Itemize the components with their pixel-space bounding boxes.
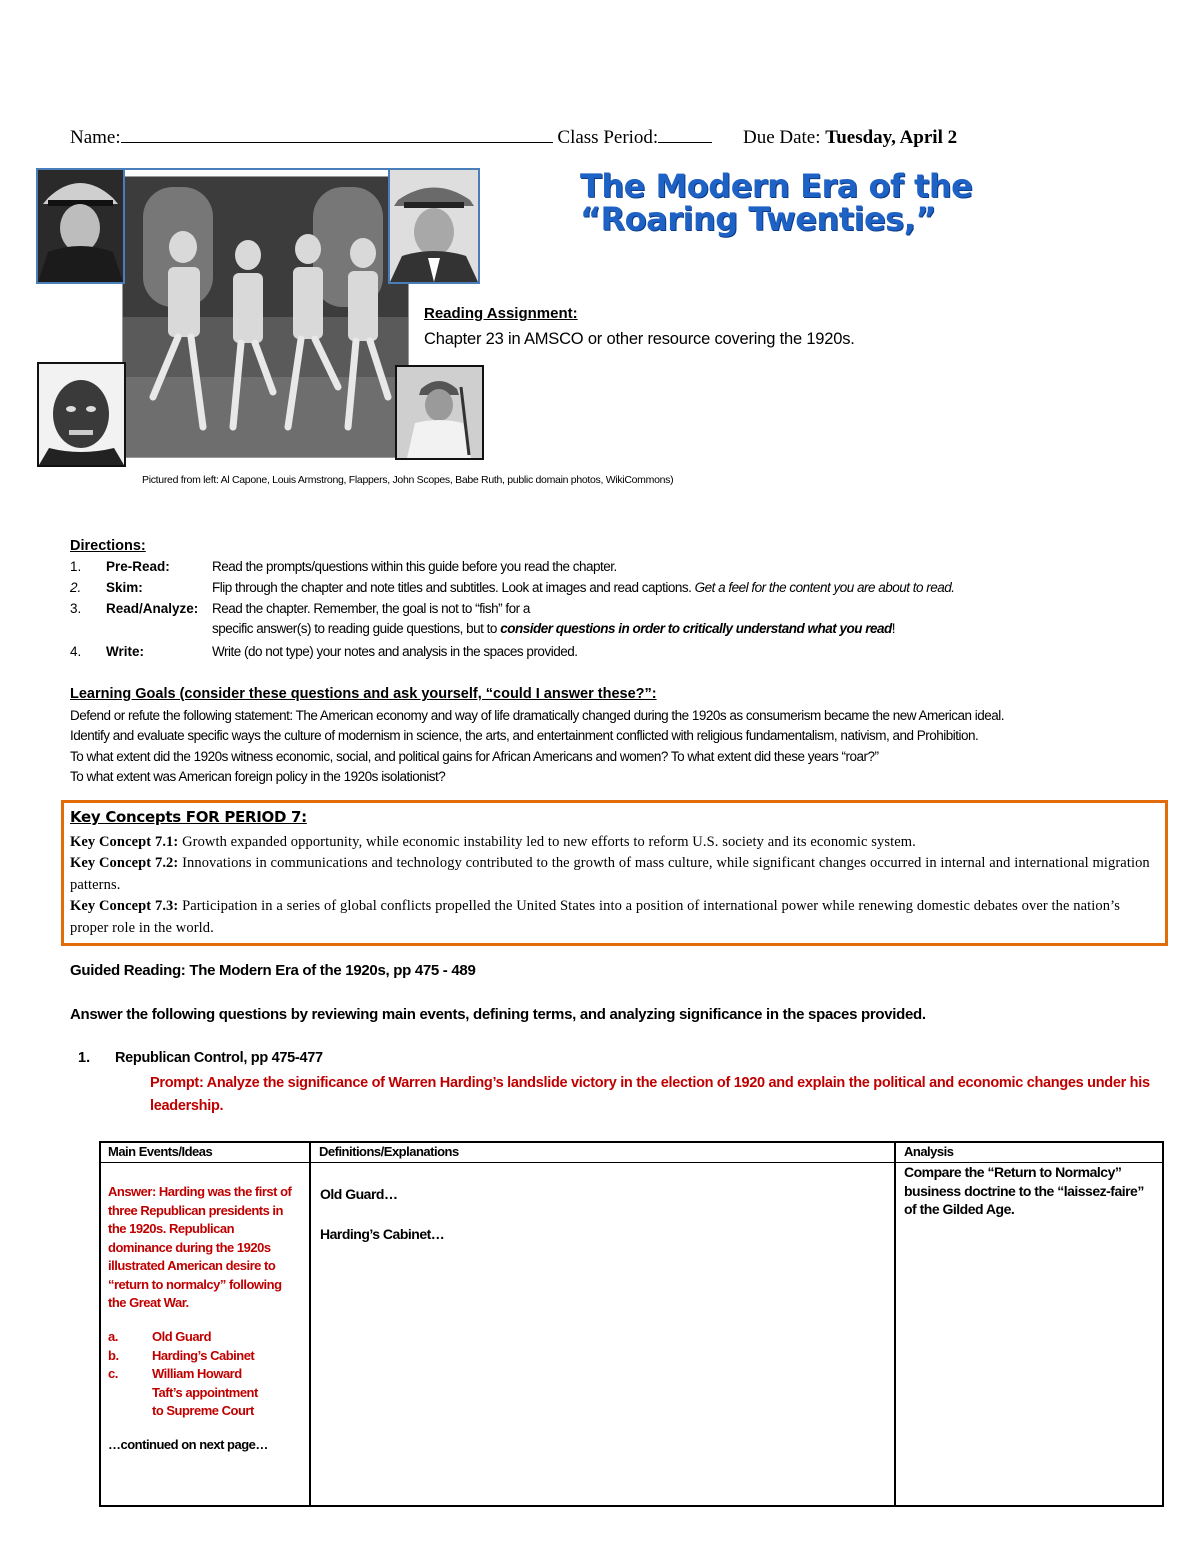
collage-frame bbox=[122, 168, 390, 170]
continued-note: …continued on next page… bbox=[108, 1437, 268, 1452]
notes-table bbox=[99, 1141, 1164, 1507]
direction-end: ! bbox=[891, 621, 896, 636]
john-scopes-photo bbox=[388, 168, 480, 284]
list-item: b. Harding’s Cabinet bbox=[108, 1347, 255, 1363]
definition-item[interactable]: Old Guard… bbox=[320, 1186, 398, 1202]
instructions: Answer the following questions by reviewing main events, defining terms, and analyzing significance in the spaces provided. bbox=[70, 1006, 926, 1023]
key-concept bbox=[70, 895, 1150, 939]
key-concept-label: Key Concept 7.2: bbox=[70, 855, 179, 871]
key-concept-text: Participation in a series of global conflicts propelled the United States into a position of international power while renewing domestic debates over the nation’s proper role in the world. bbox=[70, 898, 1120, 936]
al-capone-photo bbox=[36, 168, 125, 284]
table-divider bbox=[309, 1143, 311, 1505]
key-concept bbox=[70, 852, 1150, 896]
direction-label: Pre-Read: bbox=[106, 559, 170, 574]
table-divider bbox=[894, 1143, 896, 1505]
direction-text-main: Flip through the chapter and note titles and subtitles. Look at images and read captions. bbox=[212, 580, 692, 595]
direction-text: Read the chapter. Remember, the goal is not to “fish” for a bbox=[212, 601, 530, 616]
list-item: a. Old Guard bbox=[108, 1329, 212, 1344]
key-concept-label: Key Concept 7.3: bbox=[70, 898, 179, 914]
section-number: 1. bbox=[78, 1050, 91, 1066]
analysis-prompt: Compare the “Return to Normalcy” business doctrine to the “laissez-faire” of the Gilded Age. bbox=[904, 1164, 1144, 1217]
direction-text bbox=[212, 580, 955, 595]
name-blank[interactable] bbox=[121, 126, 553, 143]
page-title bbox=[580, 167, 1140, 238]
direction-label: Skim: bbox=[106, 580, 143, 595]
column-header-definitions: Definitions/Explanations bbox=[319, 1144, 459, 1159]
section-prompt: Prompt: Analyze the significance of Warren Harding’s landslide victory in the election of 1920 and explain the political and economic changes under his leadership. bbox=[150, 1075, 1150, 1114]
direction-number: 1. bbox=[70, 559, 82, 574]
direction-text: Read the prompts/questions within this guide before you read the chapter. bbox=[212, 559, 617, 574]
reading-assignment-text: Chapter 23 in AMSCO or other resource covering the 1920s. bbox=[424, 330, 855, 348]
learning-goals-heading: Learning Goals (consider these questions and ask yourself, “could I answer these?”: bbox=[70, 686, 657, 702]
class-period-blank[interactable] bbox=[658, 126, 712, 143]
list-item: c. William Howard Taft’s appointment to Supreme Court bbox=[108, 1366, 258, 1418]
key-concept-text: Growth expanded opportunity, while economic instability led to new efforts to reform U.S. society and its economic system. bbox=[182, 834, 916, 850]
direction-text: Write (do not type) your notes and analysis in the spaces provided. bbox=[212, 644, 578, 659]
direction-number: 2. bbox=[70, 580, 82, 595]
babe-ruth-photo bbox=[395, 365, 484, 460]
class-period-label: Class Period: bbox=[557, 127, 659, 148]
title-line-2: “Roaring Twenties,” bbox=[580, 200, 936, 238]
direction-text-part: specific answer(s) to reading guide questions, but to bbox=[212, 621, 497, 636]
learning-goal: Identify and evaluate specific ways the culture of modernism in science, the arts, and entertainment conflicted with religious fundamentalism, nativism, and Prohibition. bbox=[70, 728, 979, 743]
due-date-label: Due Date: bbox=[742, 127, 821, 148]
direction-emphasis: consider questions in order to critically understand what you read bbox=[500, 621, 892, 636]
direction-number: 3. bbox=[70, 601, 82, 616]
directions-heading: Directions: bbox=[70, 538, 146, 554]
section-title: Republican Control, pp 475-477 bbox=[115, 1050, 323, 1066]
direction-text-italic: Get a feel for the content you are about to read. bbox=[694, 580, 955, 595]
due-date-value: Tuesday, April 2 bbox=[825, 127, 958, 148]
column-header-main-events: Main Events/Ideas bbox=[108, 1144, 213, 1159]
subtopic-list bbox=[108, 1328, 303, 1421]
louis-armstrong-photo bbox=[37, 362, 126, 467]
flappers-photo bbox=[122, 176, 409, 458]
direction-label: Read/Analyze: bbox=[106, 601, 199, 616]
direction-text-continued bbox=[212, 621, 895, 636]
photo-caption: Pictured from left: Al Capone, Louis Armstrong, Flappers, John Scopes, Babe Ruth, public domain photos, WikiCommons) bbox=[142, 474, 674, 486]
learning-goal: Defend or refute the following statement: The American economy and way of life dramatically changed during the 1920s as consumerism became the new American ideal. bbox=[70, 708, 1005, 723]
key-concept-label: Key Concept 7.1: bbox=[70, 834, 179, 850]
guided-reading-title: Guided Reading: The Modern Era of the 1920s, pp 475 - 489 bbox=[70, 962, 476, 979]
learning-goal: To what extent was American foreign policy in the 1920s isolationist? bbox=[70, 769, 446, 784]
key-concept bbox=[70, 831, 1150, 853]
header-line bbox=[70, 126, 957, 149]
column-header-analysis: Analysis bbox=[904, 1144, 954, 1159]
reading-assignment-heading: Reading Assignment: bbox=[424, 305, 578, 322]
direction-number: 4. bbox=[70, 644, 82, 659]
key-concept-text: Innovations in communications and technology contributed to the growth of mass culture, while significant changes occurred in internal and international migration patterns. bbox=[70, 855, 1150, 893]
definition-item[interactable]: Harding’s Cabinet… bbox=[320, 1226, 445, 1242]
answer-text: Answer: Harding was the first of three Republican presidents in the 1920s. Republican dominance during the 1920s illustrated American desire to “return to normalcy” following the Great War. bbox=[108, 1184, 292, 1310]
direction-label: Write: bbox=[106, 644, 145, 659]
learning-goal: To what extent did the 1920s witness economic, social, and political gains for African Americans and women? To what extent did these years “roar?” bbox=[70, 749, 879, 764]
key-concepts-heading: Key Concepts FOR PERIOD 7: bbox=[70, 808, 307, 826]
name-label: Name: bbox=[70, 127, 121, 148]
title-line-1: The Modern Era of the bbox=[580, 167, 973, 205]
